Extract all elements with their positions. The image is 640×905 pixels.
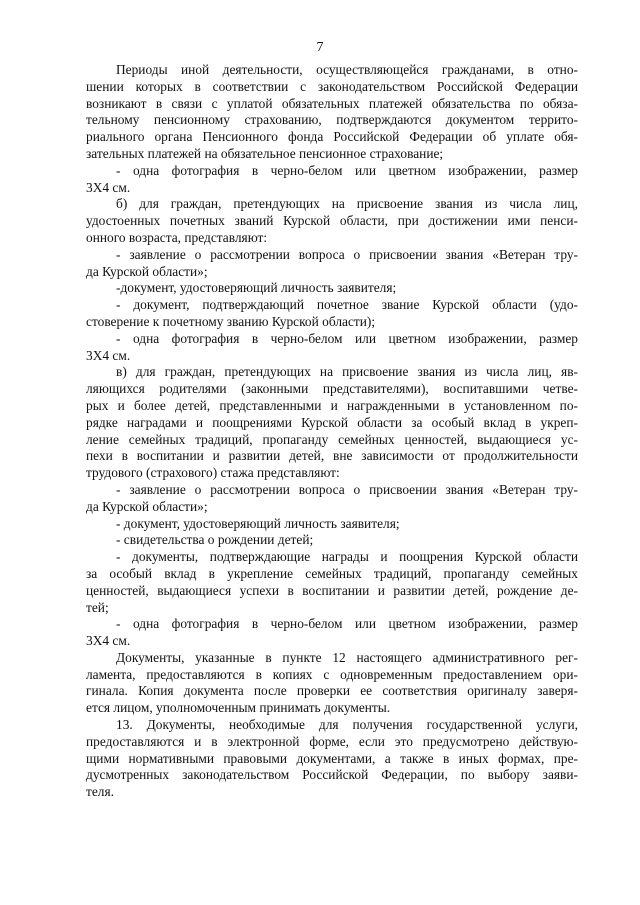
page-number: 7 bbox=[316, 40, 324, 55]
text-line: онного возраста, представляют: bbox=[86, 229, 268, 245]
text-line: - одна фотография в черно-белом или цветном изображении, размер bbox=[116, 330, 578, 346]
text-line: возникают в связи с уплатой обязательных платежей обязательства по обяза- bbox=[86, 95, 578, 111]
text-line: ценностей, выдающиеся успехи в воспитании и развитии детей, рождение де- bbox=[86, 582, 578, 598]
text-line: ление семейных традиций, пропаганду семейных ценностей, выдающиеся ус- bbox=[86, 431, 578, 447]
text-line: трудового (страхового) стажа представляют: bbox=[86, 465, 340, 481]
text-line: - заявление о рассмотрении вопроса о присвоении звания «Ветеран тру- bbox=[116, 246, 578, 262]
text-line: - одна фотография в черно-белом или цветном изображении, размер bbox=[116, 616, 578, 632]
text-line: предоставляются и в электронной форме, если это предусмотрено действую- bbox=[86, 733, 578, 749]
document-body bbox=[86, 62, 578, 801]
text-line: 13. Документы, необходимые для получения государственной услуги, bbox=[116, 717, 578, 733]
text-line: в) для граждан, претендующих на присвоение звания из числа лиц, яв- bbox=[116, 364, 578, 380]
text-line: зательных платежей на обязательное пенсионное страхование; bbox=[86, 145, 444, 161]
text-line: 3Х4 см. bbox=[86, 179, 131, 195]
text-line: - свидетельства о рождении детей; bbox=[116, 532, 314, 548]
text-line: да Курской области»; bbox=[86, 498, 208, 514]
text-line: шении которых в соответствии с законодательством Российской Федерации bbox=[86, 78, 578, 94]
text-line: 3Х4 см. bbox=[86, 347, 131, 363]
text-line: ляющихся родителями (законными представителями), воспитавшими четве- bbox=[86, 381, 578, 397]
text-line: - заявление о рассмотрении вопроса о присвоении звания «Ветеран тру- bbox=[116, 481, 578, 497]
text-line: б) для граждан, претендующих на присвоение звания из числа лиц, bbox=[116, 196, 578, 212]
text-line: да Курской области»; bbox=[86, 263, 208, 279]
text-line: тей; bbox=[86, 599, 109, 615]
text-line: тельному пенсионному страхованию, подтверждаются документом террито- bbox=[86, 112, 578, 128]
text-line: пехи в воспитании и развитии детей, вне зависимости от продолжительности bbox=[86, 448, 578, 464]
text-line: Документы, указанные в пункте 12 настоящего административного рег- bbox=[116, 649, 578, 665]
text-line: рых и более детей, представленными и награжденными в установленном по- bbox=[86, 397, 578, 413]
text-line: - одна фотография в черно-белом или цветном изображении, размер bbox=[116, 162, 578, 178]
text-line: за особый вклад в укрепление семейных традиций, пропаганду семейных bbox=[86, 565, 578, 581]
text-line: - документ, подтверждающий почетное звание Курской области (удо- bbox=[116, 297, 578, 313]
text-line: 3Х4 см. bbox=[86, 633, 131, 649]
text-line: -документ, удостоверяющий личность заявителя; bbox=[116, 280, 397, 296]
text-line: щими нормативными правовыми документами, а также в иных формах, пре- bbox=[86, 750, 578, 766]
text-line: риального органа Пенсионного фонда Российской Федерации об уплате обя- bbox=[86, 129, 578, 145]
text-line: гинала. Копия документа после проверки ее соответствия оригиналу заверя- bbox=[86, 683, 578, 699]
text-line: ламента, предоставляются в копиях с одновременным предоставлением ори- bbox=[86, 666, 578, 682]
text-line: Периоды иной деятельности, осуществляющейся гражданами, в отно- bbox=[116, 62, 578, 77]
text-line: рядке наградами и поощрениями Курской области за особый вклад в укреп- bbox=[86, 414, 578, 430]
text-line: дусмотренных законодательством Российской Федерации, по выбору заяви- bbox=[86, 767, 578, 783]
text-line: - документы, подтверждающие награды и поощрения Курской области bbox=[116, 549, 578, 565]
text-line: удостоенных почетных званий Курской области, при достижении ими пенси- bbox=[86, 213, 578, 229]
text-line: теля. bbox=[86, 784, 114, 800]
text-line: стоверение к почетному званию Курской области); bbox=[86, 313, 376, 329]
text-line: - документ, удостоверяющий личность заявителя; bbox=[116, 515, 400, 531]
text-line: ется лицом, уполномоченным принимать документы. bbox=[86, 700, 391, 716]
